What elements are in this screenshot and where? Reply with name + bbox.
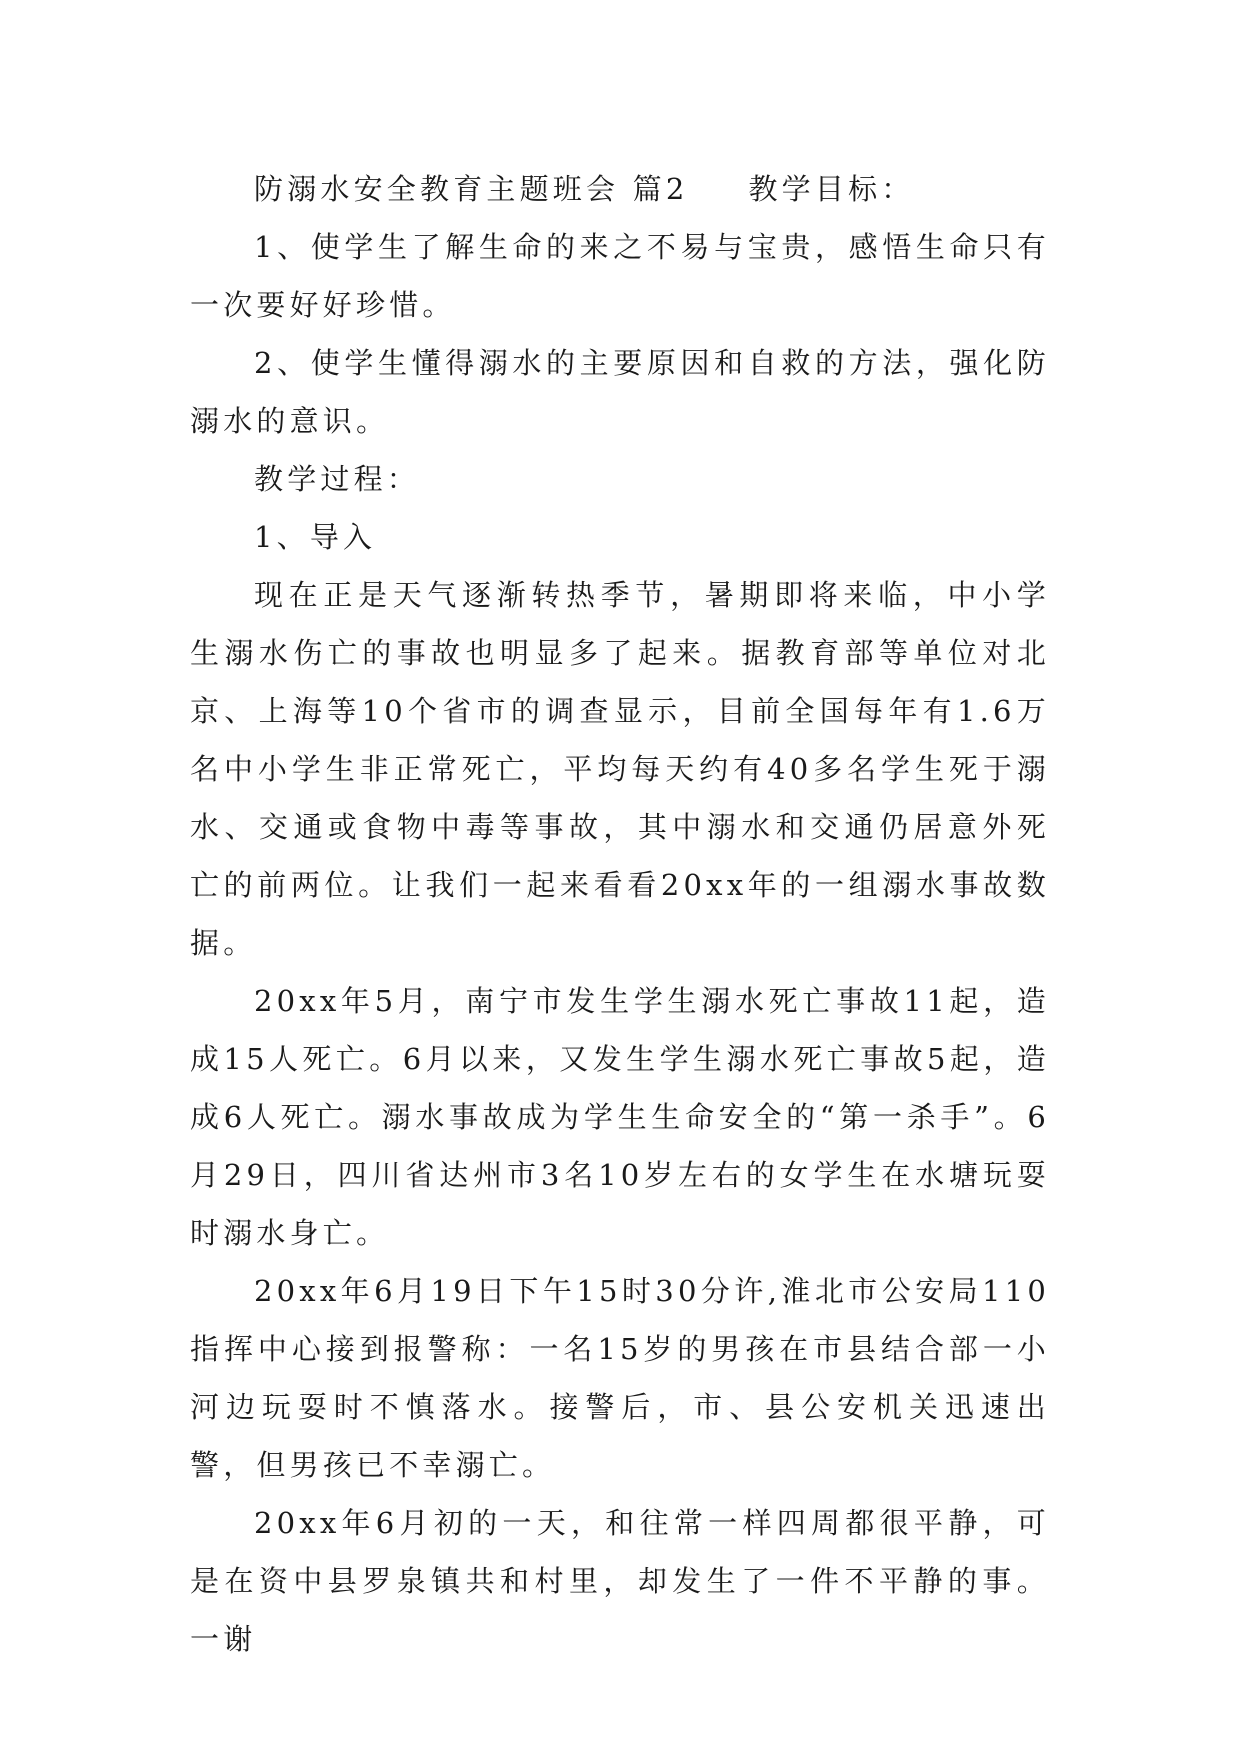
goal-heading: 教学目标： (748, 172, 915, 206)
paragraph-nanning: 20xx年5月，南宁市发生学生溺水死亡事故11起，造成15人死亡。6月以来，又发生学生溺水死亡事故5起，造成6人死亡。溺水事故成为学生生命安全的“第一杀手”。6月29日，四川省达州市3名10岁左右的女学生在水塘玩耍时溺水身亡。 (190, 984, 1050, 1250)
document-body (190, 160, 1050, 1668)
process-heading: 教学过程： (254, 462, 421, 496)
paragraph-goal-2: 2、使学生懂得溺水的主要原因和自救的方法，强化防溺水的意识。 (190, 346, 1050, 438)
paragraph-intro: 现在正是天气逐渐转热季节，暑期即将来临，中小学生溺水伤亡的事故也明显多了起来。据教育部等单位对北京、上海等10个省市的调查显示，目前全国每年有1.6万名中小学生非正常死亡，平均每天约有40多名学生死于溺水、交通或食物中毒等事故，其中溺水和交通仍居意外死亡的前两位。让我们一起来看看20xx年的一组溺水事故数据。 (190, 578, 1050, 960)
paragraph-huaibei: 20xx年6月19日下午15时30分许,淮北市公安局110指挥中心接到报警称：一名15岁的男孩在市县结合部一小河边玩耍时不慎落水。接警后，市、县公安机关迅速出警，但男孩已不幸溺亡。 (190, 1274, 1050, 1482)
section-label: 篇2 (632, 172, 689, 206)
title-line (190, 160, 1050, 218)
paragraph-zizhong: 20xx年6月初的一天，和往常一样四周都很平静，可是在资中县罗泉镇共和村里，却发生了一件不平静的事。一谢 (190, 1506, 1050, 1656)
intro-heading: 1、导入 (254, 520, 377, 554)
document-title: 防溺水安全教育主题班会 (254, 172, 620, 206)
paragraph-goal-1: 1、使学生了解生命的来之不易与宝贵，感悟生命只有一次要好好珍惜。 (190, 230, 1050, 322)
